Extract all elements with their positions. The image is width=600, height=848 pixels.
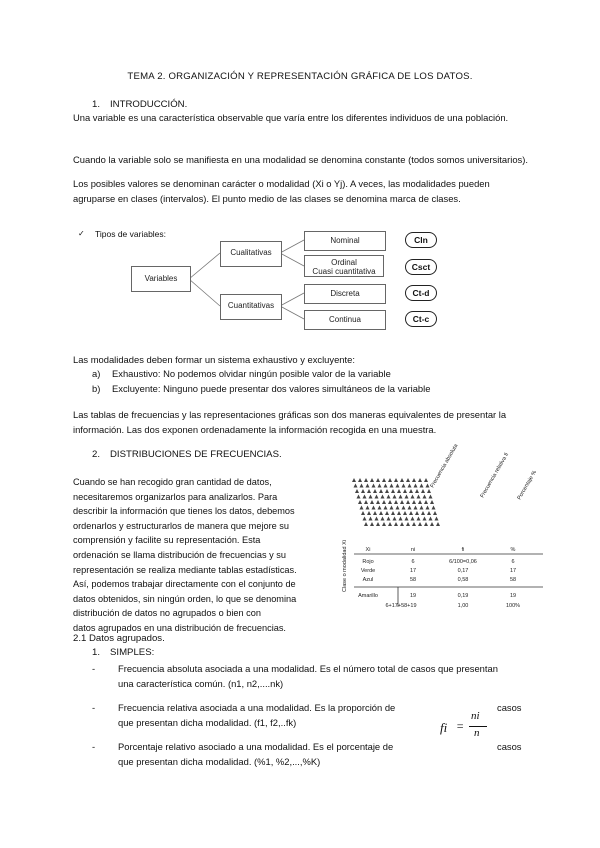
hatch-mark [376,478,380,482]
hatch-mark [411,495,415,499]
agrupados-heading: 2.1 Datos agrupados. [73,633,165,644]
hatch-mark [406,522,410,526]
hatch-mark [366,506,370,510]
table-header-cell: fi [461,547,465,553]
hatch-mark [379,511,383,515]
hatch-mark [352,478,356,482]
hatch-mark [414,506,418,510]
hatch-mark [399,517,403,521]
hatch-mark [378,506,382,510]
formula-eq: = [456,719,465,733]
table-cell: 17 [409,568,417,574]
hatch-mark [370,478,374,482]
hatch-mark [363,495,367,499]
hatch-mark [412,500,416,504]
table-cell: 6 [411,559,415,565]
hatch-mark [424,478,428,482]
hatch-mark [430,522,434,526]
tag-cln: Cln [405,232,437,248]
hatch-pattern [352,478,440,526]
table-header-cell: Xi [365,547,371,553]
hatch-mark [418,500,422,504]
hatch-mark [393,517,397,521]
hatch-mark [388,478,392,482]
intro-paragraph-1: Una variable es una característica observable que varía entre los diferentes individuos de una población. [73,112,509,123]
hatch-mark [391,489,395,493]
hatch-mark [358,478,362,482]
distrib-line: Así, podemos trabajar directamente con el conjunto de [73,579,296,590]
side-label: Clase o modalidad Xi [342,540,348,592]
tag-csct: Csct [405,259,437,275]
hatch-mark [369,517,373,521]
leaf-ordinal-line1: Ordinal [331,258,357,267]
hatch-mark [388,500,392,504]
tablas-paragraph: Las tablas de frecuencias y las representaciones gráficas son dos maneras equivalentes de presentar la información. Las dos exponen ordenadamente la información recogida en una muestra. [73,409,507,435]
hatch-mark [412,478,416,482]
definition-line2: que presentan dicha modalidad. (f1, f2,..fk) [118,716,297,728]
hatch-mark [379,489,383,493]
hatch-mark [384,506,388,510]
check-icon: ✓ [78,229,85,238]
hatch-mark [409,489,413,493]
hatch-mark [429,495,433,499]
hatch-mark [427,511,431,515]
hatch-mark [406,500,410,504]
table-cell: 19 [509,593,517,599]
hatch-mark [397,511,401,515]
modalidades-list [92,367,532,396]
simples-heading: SIMPLES: [110,647,155,658]
hatch-mark [394,478,398,482]
hatch-mark [408,484,412,488]
hatch-mark [433,511,437,515]
hatch-mark [394,522,398,526]
hatch-mark [400,500,404,504]
hatch-mark [420,506,424,510]
page-title: TEMA 2. ORGANIZACIÓN Y REPRESENTACIÓN GRÁFICA DE LOS DATOS. [127,71,473,82]
hatch-mark [418,522,422,526]
hatch-mark [385,511,389,515]
hatch-mark [397,489,401,493]
hatch-mark [417,495,421,499]
hatch-mark [415,511,419,515]
distrib-line: comprensión y facilite su representación. Esta [73,535,261,546]
distrib-line: ordenación se llama distribución de frecuencias y su [73,549,286,560]
hatch-mark [403,511,407,515]
hatch-mark [396,506,400,510]
hatch-mark [363,517,367,521]
hatch-mark [372,484,376,488]
hatch-mark [414,484,418,488]
hatch-mark [420,484,424,488]
table-header-cell: ni [410,547,416,553]
hatch-mark [361,511,365,515]
hatch-mark [373,511,377,515]
table-cell: 17 [509,568,517,574]
col-header-absoluta: Frecuencia absoluta [429,443,460,489]
hatch-mark [364,500,368,504]
hatch-mark [361,489,365,493]
definition-line1: Porcentaje relativo asociado a una modalidad. Es el porcentaje de [118,741,394,752]
hatch-mark [385,489,389,493]
col-header-porcentaje: Porcentaje % [516,469,539,501]
table-cell: Verde [360,568,376,574]
hatch-mark [367,489,371,493]
intro-paragraph-2: Cuando la variable solo se manifiesta en una modalidad se denomina constante (todos somos universitarios). [73,154,528,165]
table-cell: 6 [511,559,515,565]
hatch-mark [381,495,385,499]
hatch-mark [423,495,427,499]
definition-item-3 [92,740,532,769]
distrib-paragraph [73,475,323,636]
hatch-mark [366,484,370,488]
hatch-mark [408,506,412,510]
hatch-mark [364,522,368,526]
distrib-line: Cuando se han recogido gran cantidad de datos, [73,477,272,487]
hatch-mark [402,484,406,488]
distrib-line: datos agrupados en una distribución de frecuencias. [73,622,286,633]
table-cell: 0,19 [457,593,469,599]
hatch-mark [403,489,407,493]
table-cell: 19 [409,593,417,599]
hatch-mark [399,495,403,499]
list-item [92,382,532,397]
hatch-mark [402,506,406,510]
node-cualitativas: Cualitativas [220,241,282,267]
node-variables: Variables [131,266,191,292]
hatch-mark [373,489,377,493]
table-header-cell: % [510,547,516,553]
hatch-mark [375,495,379,499]
hatch-mark [382,478,386,482]
hatch-mark [424,500,428,504]
table-cell: Amarillo [358,593,378,599]
definition-line2: una característica común. (n1, n2,....nk) [118,677,284,689]
hatch-mark [423,517,427,521]
hatch-mark [391,511,395,515]
distrib-line: distribución de datos no agrupados o bien con [73,608,261,619]
hatch-mark [369,495,373,499]
hatch-mark [406,478,410,482]
hatch-mark [382,522,386,526]
table-cell: 6/100=0,06 [449,559,477,565]
hatch-mark [417,517,421,521]
modalidades-intro: Las modalidades deben formar un sistema exhaustivo y excluyente: [73,354,355,365]
distrib-number: 2. [92,449,101,460]
leaf-continua: Continua [304,310,386,330]
table-cell: 58 [509,577,517,583]
hatch-mark [367,511,371,515]
hatch-mark [390,484,394,488]
distrib-heading: DISTRIBUCIONES DE FRECUENCIAS. [110,449,282,460]
hatch-mark [409,511,413,515]
table-total-cell: 100% [505,603,521,609]
hatch-mark [388,522,392,526]
table-cell: Azul [362,577,374,583]
hatch-mark [400,478,404,482]
list-item [92,367,532,382]
hatch-mark [412,522,416,526]
hatch-mark [405,495,409,499]
table-total-cell: 6+17+58+19 [385,603,417,609]
definition-line1: Frecuencia relativa asociada a una modalidad. Es la proporción de [118,702,396,713]
hatch-mark [421,489,425,493]
formula-numerator: ni [471,710,480,722]
hatch-mark [393,495,397,499]
hatch-mark [360,506,364,510]
leaf-ordinal [304,255,384,277]
diagram-label: Tipos de variables: [95,229,167,239]
list-text: Excluyente: Ninguno puede presentar dos valores simultáneos de la variable [112,382,431,394]
hatch-mark [415,489,419,493]
hatch-mark [411,517,415,521]
col-header-relativa: Frecuencia relativa fi [479,452,511,499]
tag-ct-c: Ct-c [405,311,437,327]
leaf-ordinal-line2: Cuasi cuantitativa [312,267,376,276]
frequency-table-figure [338,443,543,612]
table-total-cell: 1,00 [457,603,469,609]
hatch-mark [432,506,436,510]
hatch-mark [355,489,359,493]
list-marker: - [92,663,96,674]
definition-line1: Frecuencia absoluta asociada a una modalidad. Es el número total de casos que presentan [118,663,498,674]
hatch-mark [375,517,379,521]
formula-denominator: n [474,727,480,739]
hatch-mark [360,484,364,488]
hatch-mark [382,500,386,504]
hatch-mark [427,489,431,493]
intro-number: 1. [92,99,101,110]
simples-number: 1. [92,647,101,658]
list-marker: - [92,702,96,713]
hatch-mark [372,506,376,510]
hatch-mark [384,484,388,488]
distrib-line: datos obtenidos, sin ningún orden, lo que se denomina [73,593,297,604]
definition-tail: casos [497,741,522,752]
definition-tail: casos [497,702,522,713]
table-cell: 0,17 [457,568,469,574]
hatch-mark [400,522,404,526]
relative-frequency-formula [440,712,500,742]
variable-types-diagram [0,225,600,335]
table-cell: Rojo [362,559,374,565]
hatch-mark [370,522,374,526]
hatch-mark [376,522,380,526]
distrib-line: ordenarlos y estructurarlos de manera que mejore su [73,520,290,531]
hatch-mark [424,522,428,526]
hatch-mark [436,522,440,526]
hatch-mark [364,478,368,482]
tag-ct-d: Ct-d [405,285,437,301]
leaf-nominal: Nominal [304,231,386,251]
table-cell: 0,58 [457,577,469,583]
hatch-mark [426,506,430,510]
formula-lhs: fi [440,720,448,735]
list-marker: a) [92,368,101,379]
hatch-mark [394,500,398,504]
hatch-mark [405,517,409,521]
table-cell: 58 [409,577,417,583]
hatch-mark [396,484,400,488]
distrib-line: describir la información que tienes los datos, debemos [73,506,295,517]
hatch-mark [357,495,361,499]
intro-paragraph-3: Los posibles valores se denominan carácter o modalidad (Xi o Yj). A veces, las modalidades pueden agruparse en clases (intervalos). El punto medio de las clases se denomina marca de clases. [73,178,490,204]
hatch-mark [429,517,433,521]
hatch-mark [387,495,391,499]
definition-line2: que presentan dicha modalidad. (%1, %2,...,%K) [118,755,321,767]
distrib-line: necesitaremos organizarlos para analizarlos. Para [73,491,278,502]
intro-heading: INTRODUCCIÓN. [110,99,188,110]
list-text: Exhaustivo: No podemos olvidar ningún posible valor de la variable [112,368,391,379]
hatch-mark [390,506,394,510]
hatch-mark [421,511,425,515]
node-cuantitativas: Cuantitativas [220,294,282,320]
hatch-mark [430,500,434,504]
distrib-line: representación se realiza mediante tablas estadísticas. [73,564,297,575]
hatch-mark [381,517,385,521]
leaf-discreta: Discreta [304,284,386,304]
hatch-mark [370,500,374,504]
hatch-mark [435,517,439,521]
hatch-mark [378,484,382,488]
list-marker: b) [92,382,101,394]
hatch-mark [387,517,391,521]
diagram-connectors [0,225,600,335]
hatch-mark [358,500,362,504]
hatch-mark [376,500,380,504]
list-marker: - [92,741,96,752]
hatch-mark [418,478,422,482]
definition-item-1 [92,662,532,691]
table-body [358,547,520,609]
hatch-mark [354,484,358,488]
